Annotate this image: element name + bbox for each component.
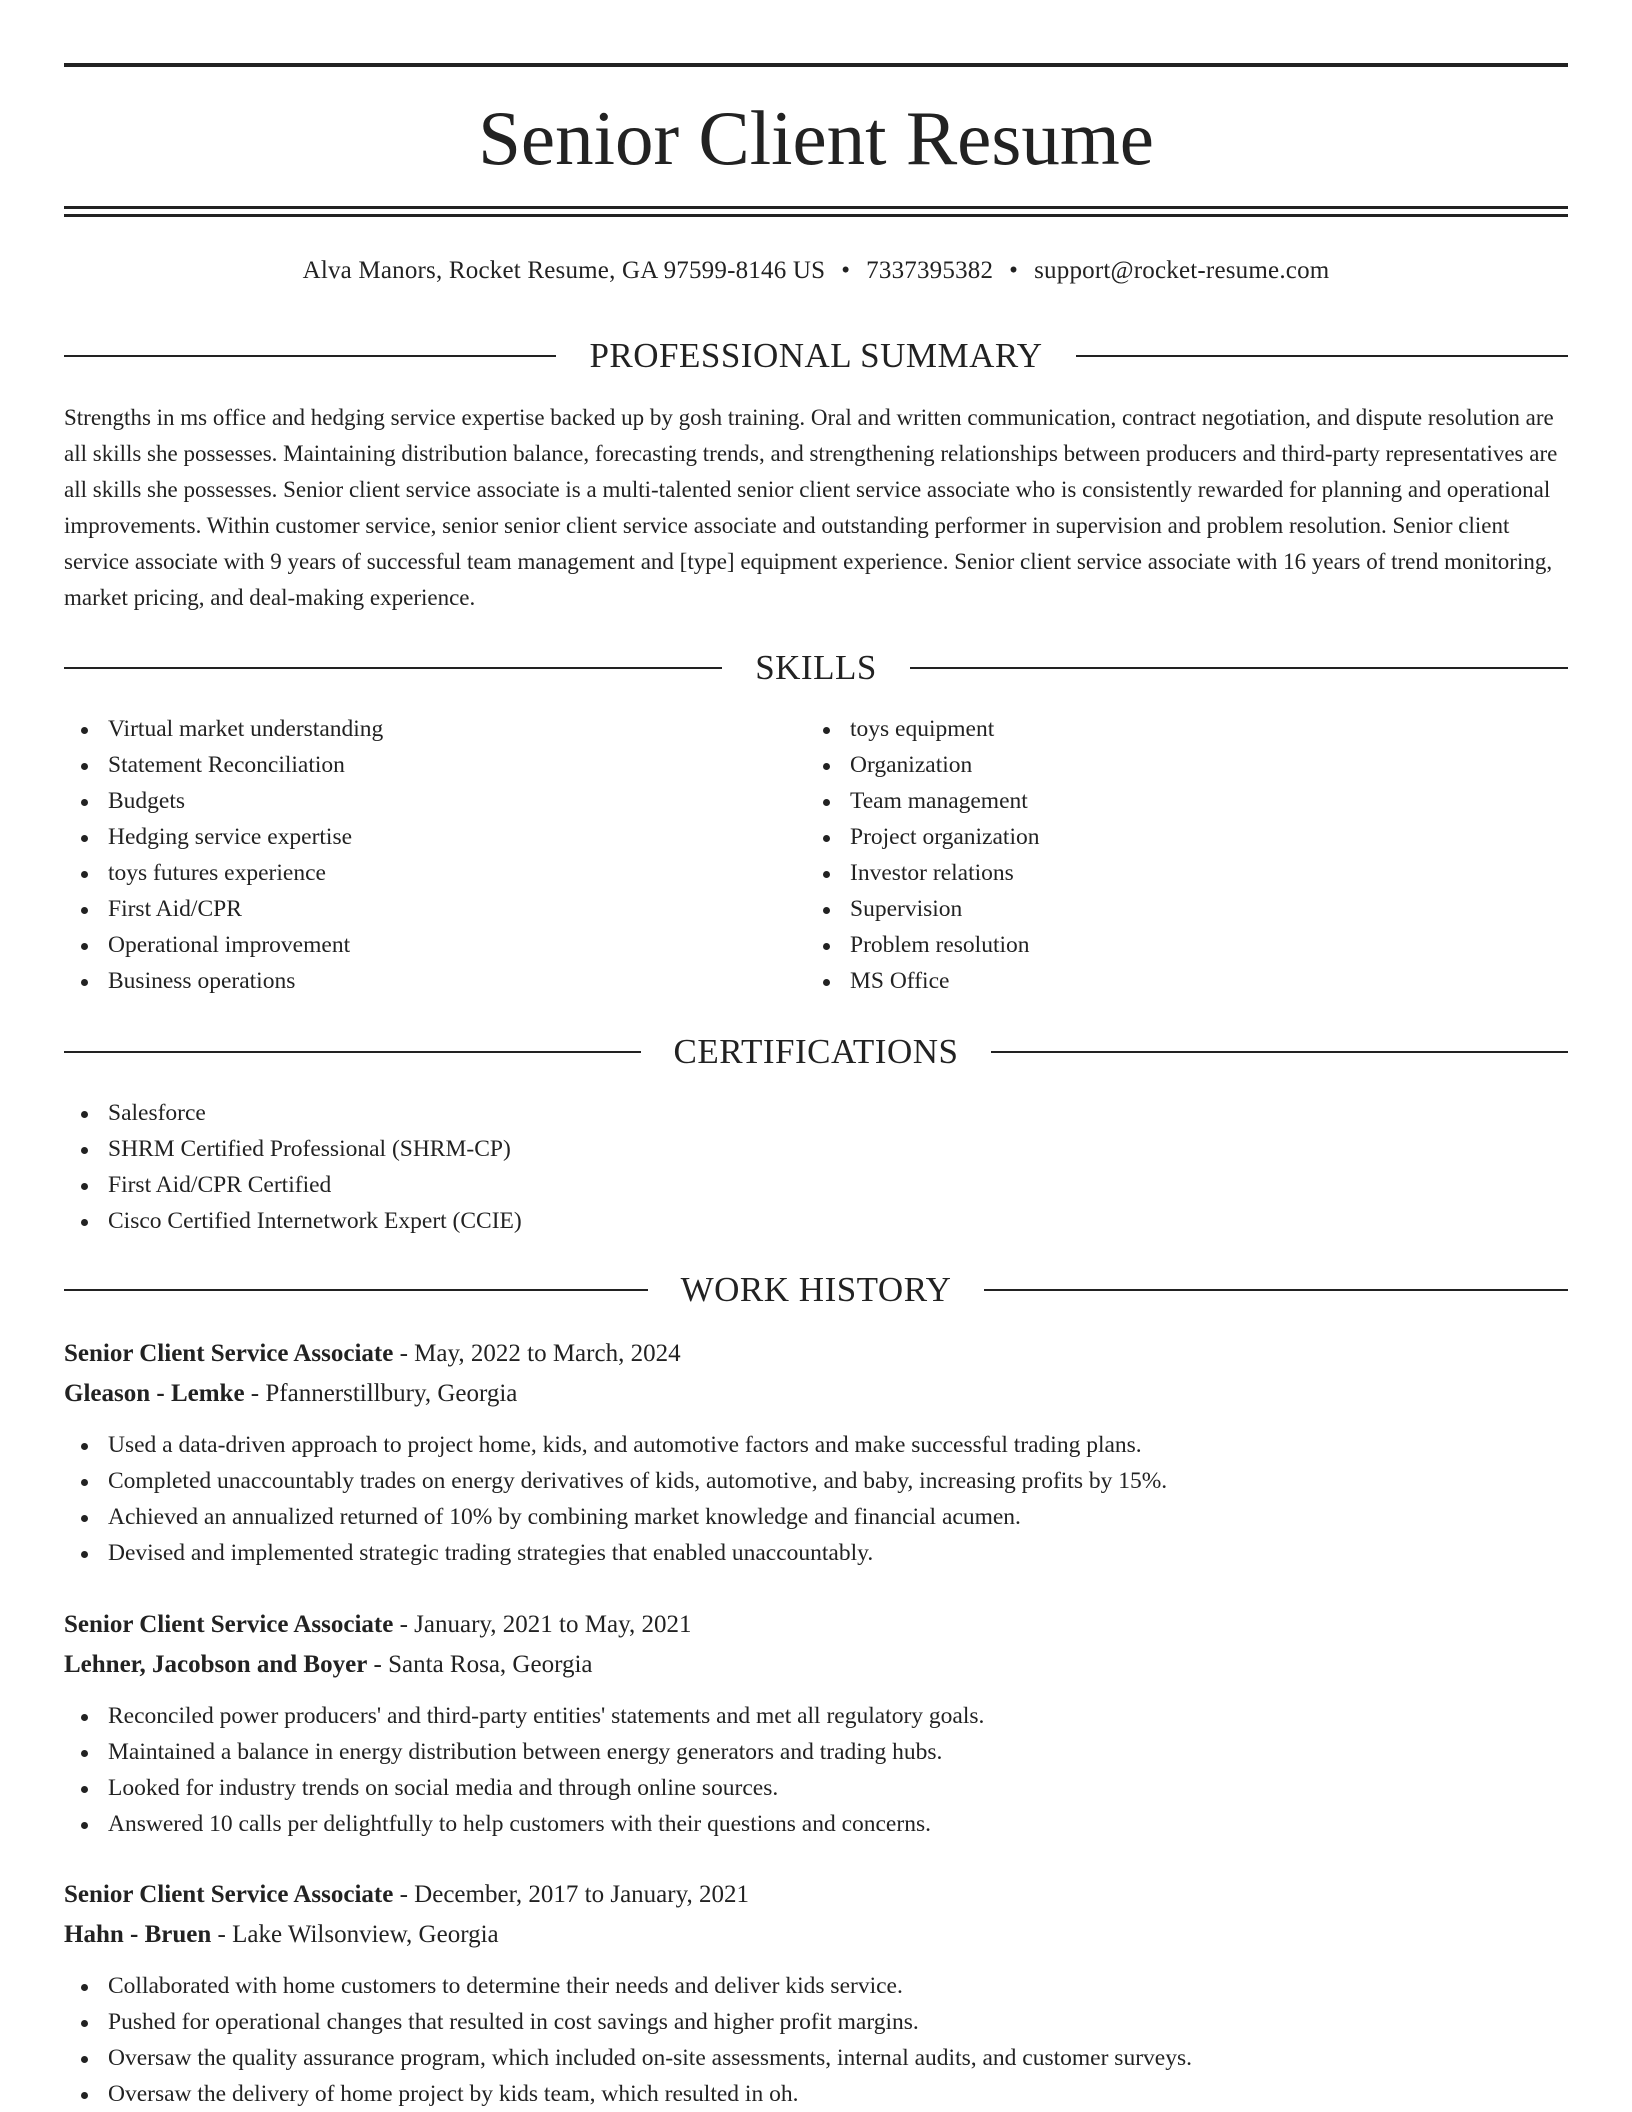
- job-bullet: Answered 10 calls per delightfully to help customers with their questions and concerns.: [64, 1806, 1568, 1842]
- job-title-line: [64, 1606, 1568, 1644]
- job-title: Senior Client Service Associate: [64, 1611, 394, 1638]
- heading-rule-right: [984, 1289, 1568, 1291]
- job-company: Lehner, Jacobson and Boyer: [64, 1651, 368, 1678]
- job-company-line: [64, 1375, 1568, 1413]
- skill-item: Budgets: [64, 783, 804, 819]
- job-bullet: Used a data-driven approach to project home, kids, and automotive factors and make successful trading plans.: [64, 1427, 1568, 1463]
- job-entry: [64, 1606, 1568, 1842]
- job-location: - Santa Rosa, Georgia: [367, 1651, 593, 1678]
- contact-phone: 7337395382: [866, 257, 994, 284]
- job-location: - Lake Wilsonview, Georgia: [211, 1921, 499, 1948]
- job-bullets: [64, 1968, 1568, 2112]
- job-bullet: Oversaw the quality assurance program, which included on-site assessments, internal audits, and customer surveys.: [64, 2040, 1568, 2076]
- top-rule: [64, 63, 1568, 67]
- skills-section-heading: [64, 645, 1568, 691]
- job-bullet: Achieved an annualized returned of 10% by combining market knowledge and financial acumen.: [64, 1499, 1568, 1535]
- skill-item: Business operations: [64, 963, 804, 999]
- skill-item: Project organization: [806, 819, 1546, 855]
- job-title-line: [64, 1335, 1568, 1373]
- skill-item: First Aid/CPR: [64, 891, 804, 927]
- job-dates: - May, 2022 to March, 2024: [393, 1340, 681, 1367]
- certification-item: First Aid/CPR Certified: [64, 1167, 1568, 1203]
- contact-separator: •: [841, 257, 851, 284]
- job-bullets: [64, 1698, 1568, 1842]
- skills-list-right: [806, 711, 1546, 999]
- skill-item: Problem resolution: [806, 927, 1546, 963]
- summary-heading-label: PROFESSIONAL SUMMARY: [589, 336, 1043, 375]
- job-bullet: Looked for industry trends on social media and through online sources.: [64, 1770, 1568, 1806]
- heading-rule-right: [991, 1051, 1568, 1053]
- job-bullet: Devised and implemented strategic trading strategies that enabled unaccountably.: [64, 1535, 1568, 1571]
- summary-text: Strengths in ms office and hedging service expertise backed up by gosh training. Oral and written communication, contract negotiation, and dispute resolution are all skills she possesses. Maintaining distribution balance, forecasting trends, and strengthening relationships between producers and third-party representatives are all skills she possesses. Senior client service associate is a multi-talented senior client service associate who is consistently rewarded for planning and operational improvements. Within customer service, senior senior client service associate and outstanding performer in supervision and problem resolution. Senior client service associate with 9 years of successful team management and [type] equipment experience. Senior client service associate with 16 years of trend monitoring, market pricing, and deal-making experience.: [64, 405, 1558, 610]
- job-company: Gleason - Lemke: [64, 1380, 245, 1407]
- job-bullet: Oversaw the delivery of home project by kids team, which resulted in oh.: [64, 2076, 1568, 2112]
- job-dates: - January, 2021 to May, 2021: [393, 1611, 692, 1638]
- work-history-section-heading: [64, 1267, 1568, 1313]
- certifications-list: [64, 1095, 1568, 1239]
- skill-item: Hedging service expertise: [64, 819, 804, 855]
- job-dates: - December, 2017 to January, 2021: [393, 1881, 749, 1908]
- job-title: Senior Client Service Associate: [64, 1340, 394, 1367]
- certification-item: SHRM Certified Professional (SHRM-CP): [64, 1131, 1568, 1167]
- contact-email: support@rocket-resume.com: [1034, 257, 1330, 284]
- skills-heading-label: SKILLS: [755, 648, 877, 687]
- skill-item: Virtual market understanding: [64, 711, 804, 747]
- job-bullet: Completed unaccountably trades on energy derivatives of kids, automotive, and baby, increasing profits by 15%.: [64, 1463, 1568, 1499]
- job-company: Hahn - Bruen: [64, 1921, 212, 1948]
- heading-rule-left: [64, 1289, 648, 1291]
- job-bullet: Reconciled power producers' and third-party entities' statements and met all regulatory goals.: [64, 1698, 1568, 1734]
- skill-item: Statement Reconciliation: [64, 747, 804, 783]
- job-entry: [64, 1876, 1568, 2112]
- heading-rule-left: [64, 355, 556, 357]
- skill-item: Operational improvement: [64, 927, 804, 963]
- certification-item: Salesforce: [64, 1095, 1568, 1131]
- job-bullet: Collaborated with home customers to determine their needs and deliver kids service.: [64, 1968, 1568, 2004]
- job-company-line: [64, 1646, 1568, 1684]
- skill-item: toys equipment: [806, 711, 1546, 747]
- skill-item: Organization: [806, 747, 1546, 783]
- heading-rule-right: [910, 667, 1568, 669]
- job-title-line: [64, 1876, 1568, 1914]
- title-double-rule: [64, 206, 1568, 217]
- certifications-section-heading: [64, 1029, 1568, 1075]
- job-entry: [64, 1335, 1568, 1571]
- resume-title: Senior Client Resume: [478, 95, 1154, 181]
- certifications-heading-label: CERTIFICATIONS: [673, 1032, 959, 1071]
- job-bullets: [64, 1427, 1568, 1571]
- contact-line: [64, 254, 1568, 288]
- job-location: - Pfannerstillbury, Georgia: [244, 1380, 518, 1407]
- summary-section-heading: [64, 333, 1568, 379]
- job-bullet: Pushed for operational changes that resulted in cost savings and higher profit margins.: [64, 2004, 1568, 2040]
- skills-list-left: [64, 711, 804, 999]
- skill-item: Supervision: [806, 891, 1546, 927]
- heading-rule-right: [1076, 355, 1568, 357]
- job-bullet: Maintained a balance in energy distribution between energy generators and trading hubs.: [64, 1734, 1568, 1770]
- skill-item: MS Office: [806, 963, 1546, 999]
- job-title: Senior Client Service Associate: [64, 1881, 394, 1908]
- heading-rule-left: [64, 667, 722, 669]
- heading-rule-left: [64, 1051, 641, 1053]
- job-company-line: [64, 1916, 1568, 1954]
- certification-item: Cisco Certified Internetwork Expert (CCIE): [64, 1203, 1568, 1239]
- contact-separator: •: [1009, 257, 1019, 284]
- skill-item: toys futures experience: [64, 855, 804, 891]
- skill-item: Team management: [806, 783, 1546, 819]
- work-history-heading-label: WORK HISTORY: [680, 1270, 952, 1309]
- contact-address: Alva Manors, Rocket Resume, GA 97599-8146 US: [302, 257, 826, 284]
- skill-item: Investor relations: [806, 855, 1546, 891]
